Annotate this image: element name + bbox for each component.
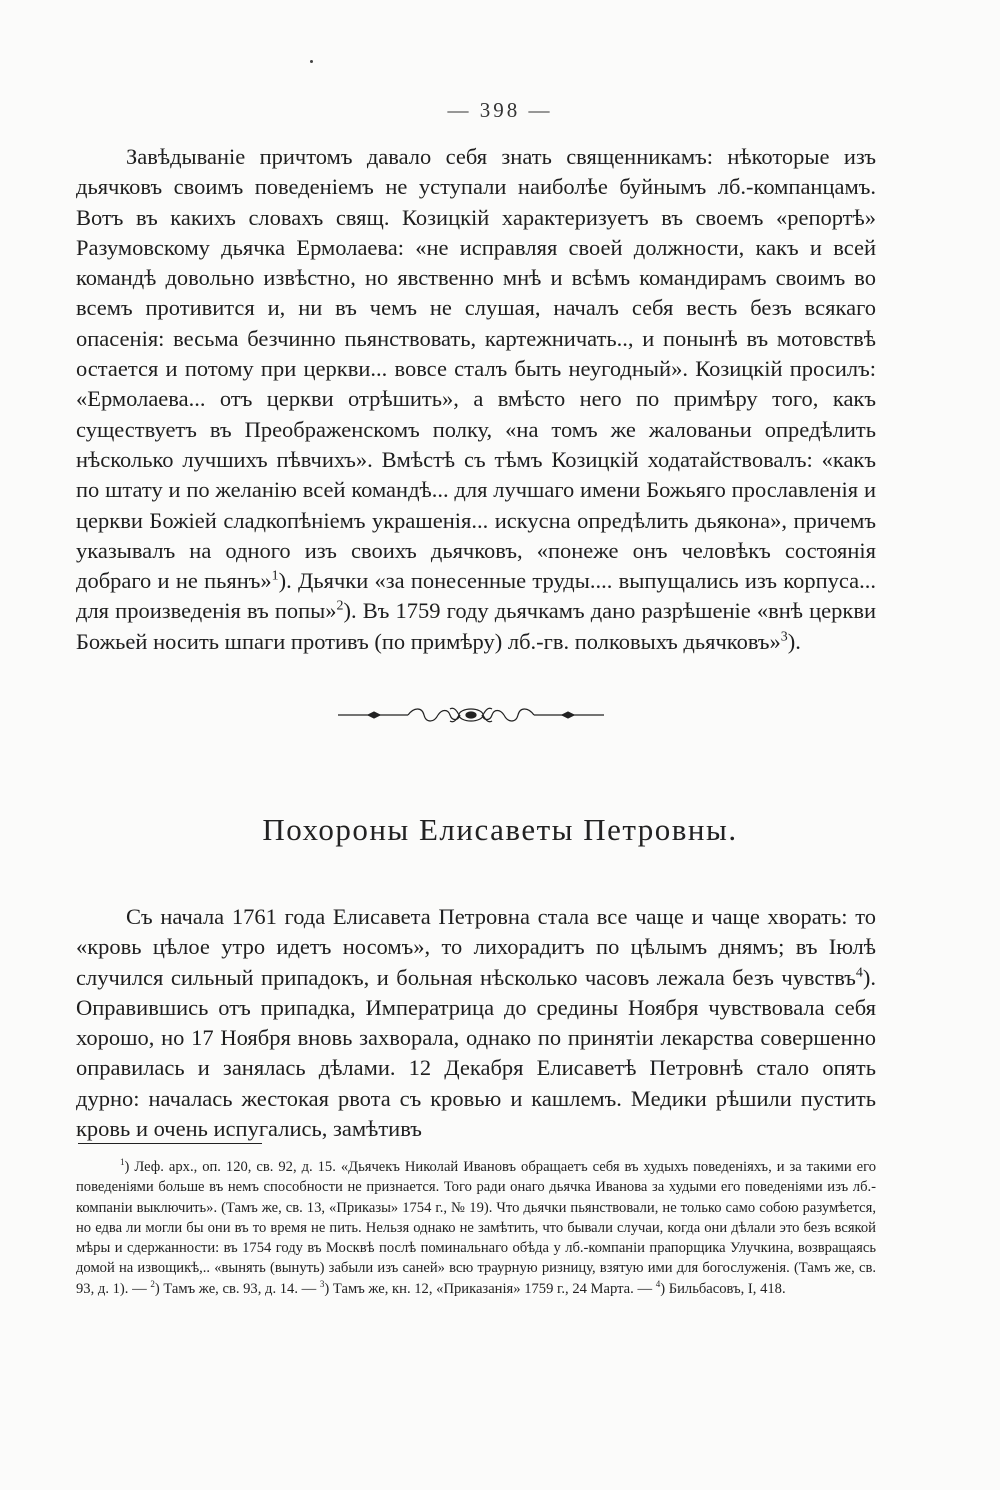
footnote-3-text: ) Тамъ же, кн. 12, «Приказанія» 1759 г., 24 Марта. — <box>324 1280 656 1297</box>
paragraph-1-text-mid: ). Дьячки «за понесенные труды.... выпущались изъ корпуса... для произведенія въ попы» <box>76 568 877 624</box>
footnotes <box>76 1157 876 1299</box>
ornament-divider <box>338 701 604 729</box>
page-number: — 398 — <box>447 98 553 122</box>
paragraph-1-text-end: ). <box>787 628 801 654</box>
section-title: Похороны Елисаветы Петровны. <box>262 812 738 847</box>
footnote-4-text: ) Бильбасовъ, I, 418. <box>660 1280 786 1297</box>
paragraph-2-text: Съ начала 1761 года Елисавета Петровна стала все чаще и чаще хворать: то «кровь цѣлое утро идетъ носомъ», то лихорадитъ по цѣлымъ днямъ; въ Іюлѣ случился сильный припадокъ, и больная нѣсколько часовъ лежала безъ чувствъ <box>76 904 876 990</box>
paragraph-1 <box>76 142 876 657</box>
footnote-ref-4: 4 <box>855 965 863 981</box>
paragraph-2-text-end: ). Оправившись отъ припадка, Императрица до средины Ноября чувствовала себя хорошо, но 17 Ноября вновь захворала, однако по принятіи лекарства совершенно оправилась и занялась дѣлами. 12 Декабря Елисаветѣ Петровнѣ стало опять дурно: началась жестокая рвота съ кровью и кашлемъ. Медики рѣшили пустить кровь и очень испугались, замѣтивъ <box>76 964 876 1142</box>
footnote-2-text: ) Тамъ же, св. 93, д. 14. — <box>154 1280 320 1297</box>
paragraph-1-text: Завѣдываніе причтомъ давало себя знать священникамъ: нѣкоторые изъ дьячковъ своимъ поведеніемъ не уступали наиболѣе буйнымъ лб.-компанцамъ. Вотъ въ какихъ словахъ свящ. Козицкій характеризуетъ въ своемъ «репортѣ» Разумовскому дьячка Ермолаева: «не исправляя своей должности, какъ и всей командѣ довольно извѣстно, но явственно мнѣ и всѣмъ командирамъ своимъ во всемъ противится и, ни въ чемъ не слушая, началъ себя весть безъ всякаго опасенія: весьма безчинно пьянствовать, картежничать.., и понынѣ въ мотовствѣ остается и потому при церкви... вовсе сталъ быть неугодный». Козицкій просилъ: «Ермолаева... отъ церкви отрѣшить», а вмѣсто него по примѣру того, какъ существуетъ въ Преображенскомъ полку, «на томъ же жалованьи опредѣлить нѣсколько лучшихъ пѣвчихъ». Вмѣстѣ съ тѣмъ Козицкій ходатайствовалъ: «какъ по штату и по желанію всей командѣ... для лучшаго имени Божьяго прославленія и церкви Божіей сладкопѣніемъ украшенія... искусна опредѣлить дьякона», причемъ указывалъ на одного изъ своихъ дьячковъ, «понеже онъ человѣкъ состоянія добраго и не пьянъ» <box>76 144 876 594</box>
footnote-rule <box>78 1143 262 1144</box>
footnote-marker-2: 2 <box>150 1278 155 1289</box>
footnote-ref-1: 1 <box>271 568 279 584</box>
footnote-marker-3: 3 <box>319 1278 325 1289</box>
paragraph-2 <box>76 902 876 1144</box>
footnote-ref-3: 3 <box>780 629 788 645</box>
paragraph-1-text-mid2: ). Въ 1759 году дьячкамъ дано разрѣшеніе «внѣ церкви Божьей носить шпаги противъ (по примѣру) лб.-гв. полковыхъ дьячковъ» <box>76 598 877 654</box>
footnote-ref-2: 2 <box>336 598 344 614</box>
print-speck <box>310 60 313 63</box>
footnote-1-text: ) Леф. арх., оп. 120, св. 92, д. 15. «Дьячекъ Николай Ивановъ обращаетъ себя въ худыхъ поведеніяхъ, и за такими его поведеніями больше въ немъ способности не признается. Того ради онаго дьячка Иванова за худыми его поведеніями изъ лб.-компаніи выключить». (Тамъ же, св. 13, «Приказы» 1754 г., № 19). Что дьячки пьянствовали, не только само собою разумѣется, но едва ли могли бы они въ то время не пить. Нельзя однако не замѣтить, что бывали случаи, когда они дѣлали это безъ всякой мѣры и сдержанности: въ 1754 году въ Москвѣ послѣ поминальнаго обѣда у лб.-компаніи прапорщика Улучкина, возвращаясь домой на извощикѣ,.. «вынять (вынуть) забыли изъ саней» всю траурную ризницу, взятую ими для богослуженія. (Тамъ же, св. 93, д. 1). — <box>76 1159 876 1297</box>
footnote-marker-1: 1 <box>120 1157 125 1168</box>
footnote-marker-4: 4 <box>655 1278 661 1289</box>
